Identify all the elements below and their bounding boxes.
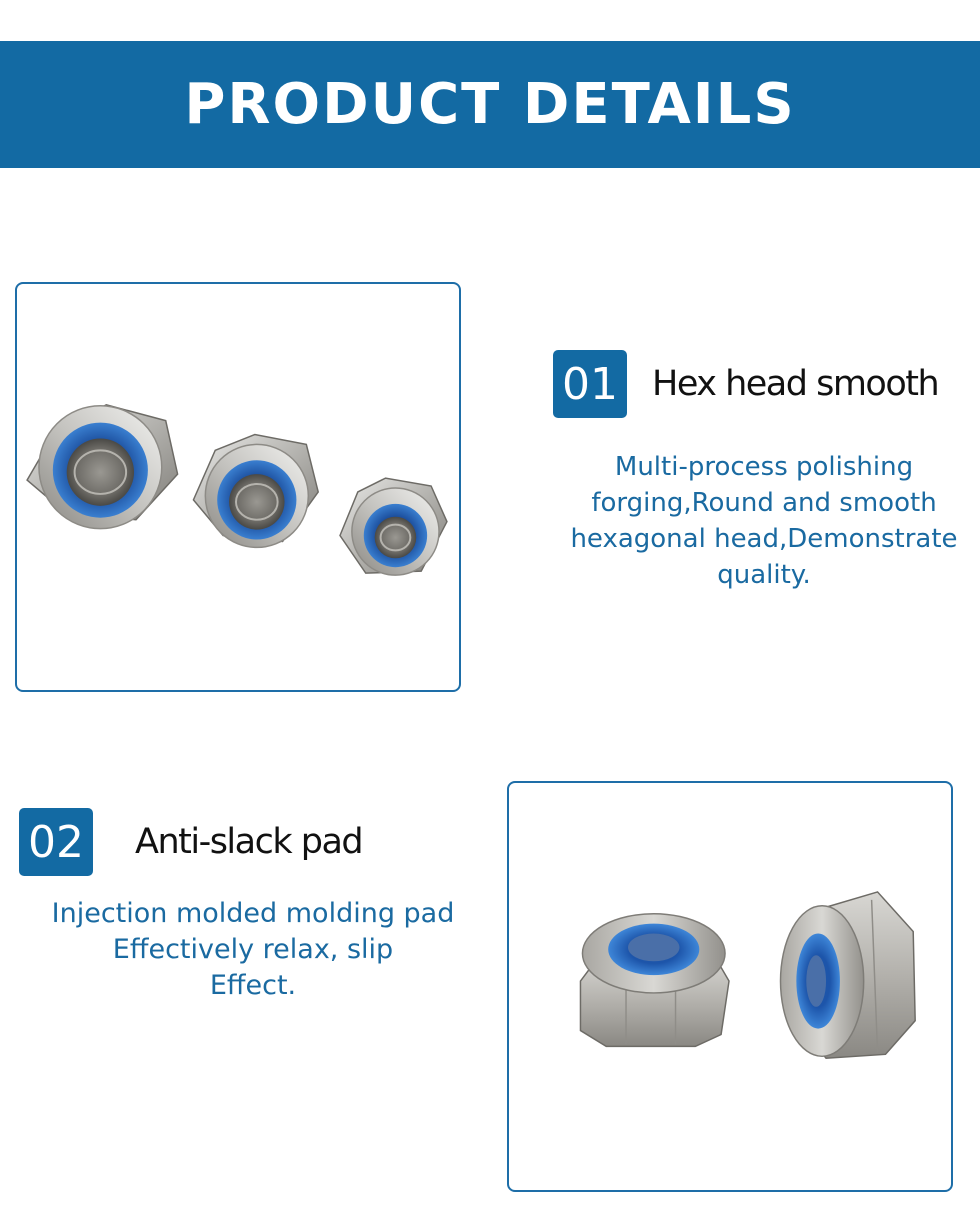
- feature-title-hex-head: Hex head smooth: [652, 364, 939, 404]
- three-nylon-lock-nuts-photo: [17, 284, 459, 690]
- product-photo-frame-1: [15, 282, 461, 692]
- description-line: Effect.: [209, 970, 297, 1001]
- two-nylon-lock-nuts-photo: [509, 783, 951, 1190]
- feature-description-hex-head: [548, 449, 980, 593]
- page-title: PRODUCT DETAILS: [184, 72, 796, 137]
- right-nut-graphic: [781, 892, 916, 1058]
- description-line: hexagonal head,Demonstrate: [570, 524, 958, 554]
- left-nut-graphic: [580, 914, 729, 1047]
- description-line: quality.: [717, 560, 811, 590]
- description-line: Injection molded molding pad: [51, 898, 455, 929]
- medium-nut-graphic: [193, 435, 318, 548]
- feature-number-badge-02: 02: [19, 808, 93, 876]
- description-line: Effectively relax, slip: [112, 934, 394, 965]
- feature-number-badge-01: 01: [553, 350, 627, 418]
- feature-title-anti-slack: Anti-slack pad: [135, 822, 363, 862]
- header-banner: [0, 41, 980, 168]
- product-photo-frame-2: [507, 781, 953, 1192]
- feature-description-anti-slack: [20, 896, 486, 1004]
- description-line: Multi-process polishing: [614, 452, 914, 482]
- large-nut-graphic: [27, 405, 178, 529]
- small-nut-graphic: [340, 478, 447, 575]
- description-line: forging,Round and smooth: [591, 488, 937, 518]
